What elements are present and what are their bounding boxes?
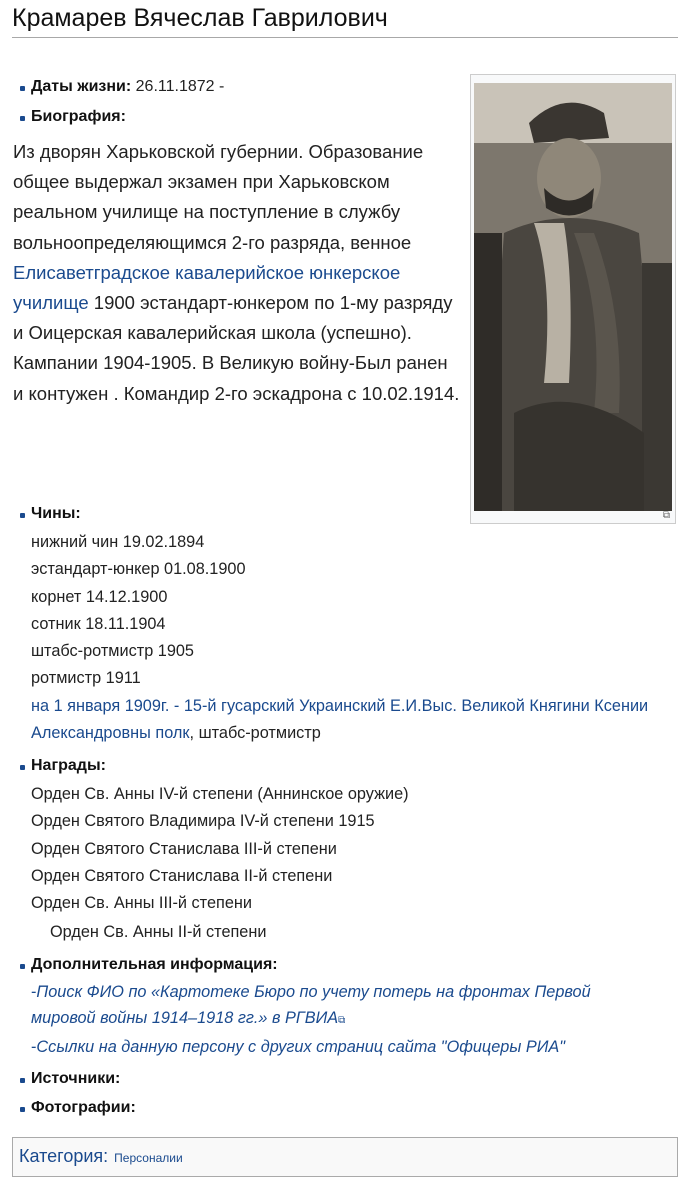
additional-links — [31, 979, 651, 1060]
biography-item — [20, 107, 126, 127]
biography-label: Биография: — [31, 108, 126, 125]
sources-label: Источники: — [31, 1070, 121, 1087]
rank-entry: штабс-ротмистр 1905 — [31, 642, 194, 661]
additional-info-item — [20, 955, 278, 975]
ranks-list — [31, 529, 671, 747]
bullet-icon — [20, 765, 25, 770]
award-entry: Орден Св. Анны III-й степени — [31, 894, 252, 913]
life-dates-label: Даты жизни: — [31, 78, 132, 95]
biography-text — [13, 137, 463, 409]
rank-entry: корнет 14.12.1900 — [31, 587, 168, 606]
rank-entry: сотник 18.11.1904 — [31, 614, 166, 633]
award-entry: Орден Св. Анны IV-й степени (Аннинское оружие) — [31, 785, 409, 803]
category-box — [12, 1137, 678, 1177]
award-entry: Орден Святого Владимира IV-й степени 1915 — [31, 812, 375, 831]
awards-item — [20, 756, 106, 776]
ranks-label: Чины: — [31, 505, 81, 522]
portrait-thumbnail[interactable] — [470, 74, 676, 524]
enlarge-icon[interactable]: ⧉ — [662, 510, 670, 521]
cavalry-school-link[interactable]: Елисаветградское кавалерийское юнкерское училище — [13, 261, 401, 314]
award-entry: Орден Святого Станислава III-й степени — [31, 839, 337, 858]
life-dates-item — [20, 77, 224, 97]
biography-part-2: 1900 эстандарт-юнкером по 1-му разряду и Оицерская кавалерийская школа (успешно). Кампании 1904-1905. В Великую войну-Был ранен и контужен . Командир 2-го эскадрона с 10.02.1914. — [13, 292, 460, 404]
sources-item — [20, 1069, 120, 1089]
regiment-suffix: , штабс-ротмистр — [189, 724, 321, 743]
bullet-icon — [20, 116, 25, 121]
regiment-entry — [31, 693, 671, 748]
rank-entry: эстандарт-юнкер 01.08.1900 — [31, 560, 246, 579]
photos-label: Фотографии: — [31, 1099, 136, 1116]
ranks-item — [20, 504, 81, 524]
bullet-icon — [20, 513, 25, 518]
bullet-icon — [20, 1107, 25, 1112]
bullet-icon — [20, 964, 25, 969]
references-link-entry — [31, 1034, 651, 1060]
page-title: Крамарев Вячеслав Гаврилович — [12, 4, 678, 38]
category-value-link[interactable]: Персоналии — [114, 1151, 183, 1165]
rank-entry: ротмистр 1911 — [31, 669, 141, 688]
search-link-entry — [31, 979, 651, 1034]
search-link[interactable]: Поиск ФИО по «Картотеке Бюро по учету потерь на фронтах Первой мировой войны 1914–1918 гг.» в РГВИА — [31, 983, 591, 1027]
award-entry-indented: Орден Св. Анны II-й степени — [50, 923, 267, 942]
category-label-link[interactable]: Категория: — [19, 1146, 109, 1166]
photos-item — [20, 1098, 136, 1118]
external-link-icon: ⧉ — [338, 1015, 346, 1026]
bullet-icon — [20, 1078, 25, 1083]
award-entry: Орден Святого Станислава II-й степени — [31, 866, 333, 885]
regiment-link[interactable]: 15-й гусарский Украинский Е.И.Выс. Великой Княгини Ксении Александровны полк — [31, 696, 649, 743]
awards-list — [31, 781, 409, 947]
portrait-illustration — [474, 83, 672, 511]
references-link[interactable]: Ссылки на данную персону с других страниц сайта "Офицеры РИА" — [36, 1038, 565, 1056]
life-dates-value: 26.11.1872 - — [135, 78, 225, 95]
additional-info-label: Дополнительная информация: — [31, 956, 278, 973]
dash: - — [31, 1038, 37, 1056]
awards-label: Награды: — [31, 757, 106, 774]
dash: - — [31, 983, 37, 1001]
biography-part-1: Из дворян Харьковской губернии. Образование общее выдержал экзамен при Харьковском реальном училище на поступление в службу вольноопределяющимся 2-го разряда, венное — [13, 141, 424, 253]
date-link[interactable]: на 1 января 1909г. — [31, 696, 170, 715]
regiment-separator: - — [169, 696, 184, 715]
portrait-photo[interactable] — [474, 83, 672, 511]
bullet-icon — [20, 86, 25, 91]
rank-entry: нижний чин 19.02.1894 — [31, 533, 205, 551]
